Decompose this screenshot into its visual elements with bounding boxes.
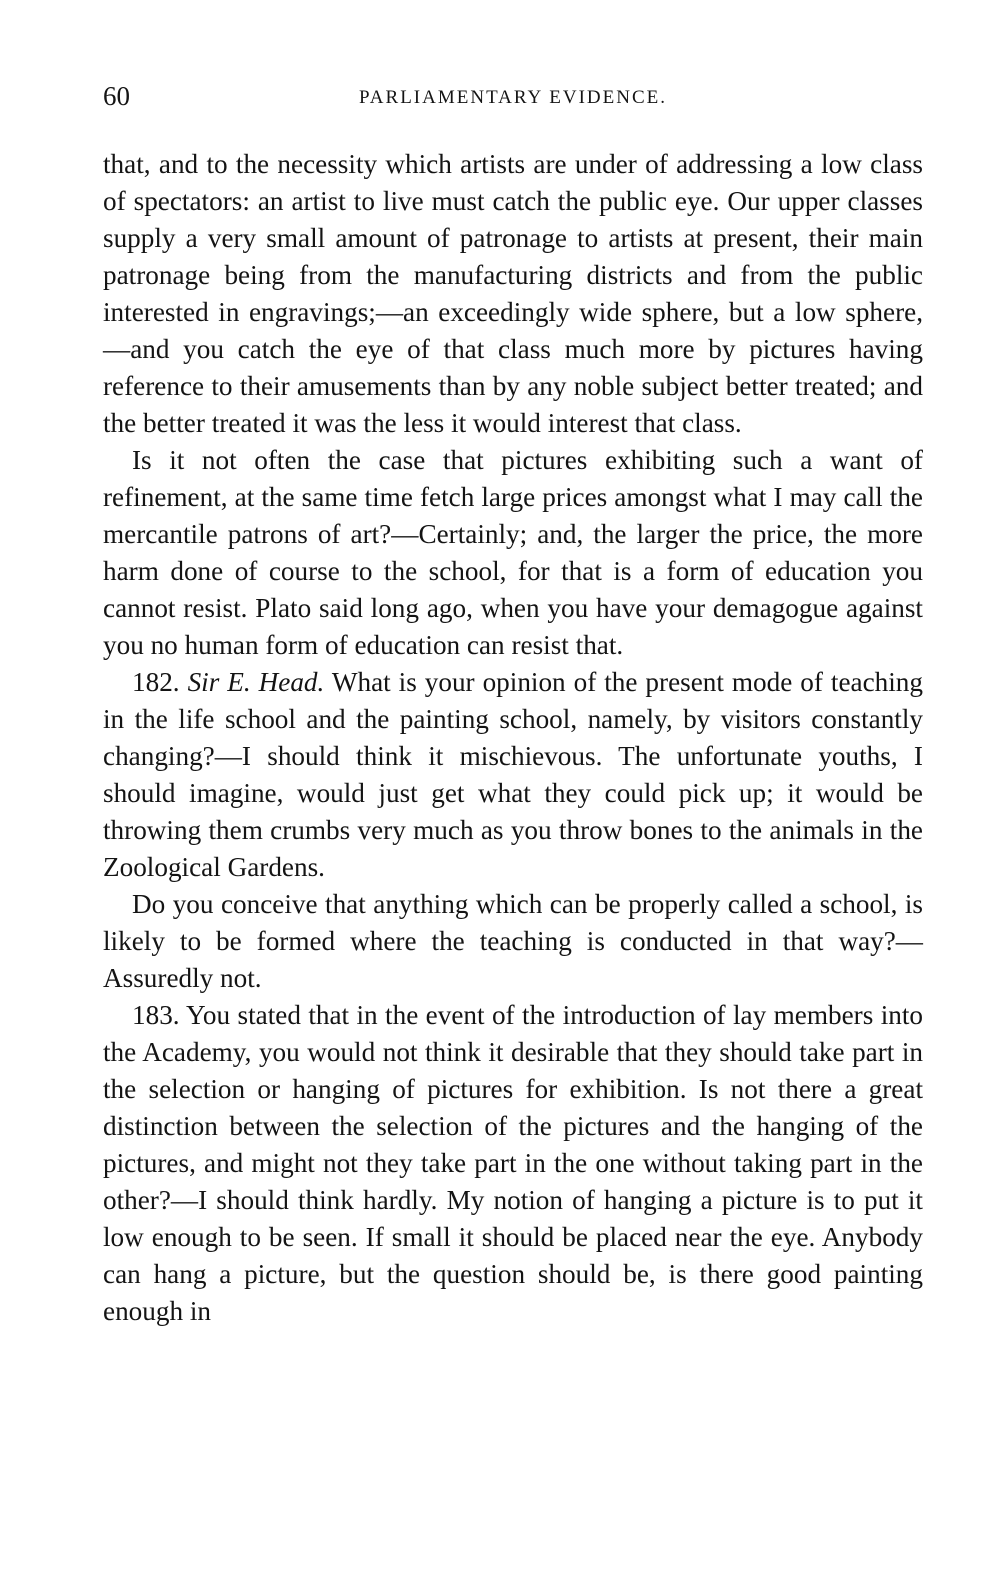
- paragraph-text: You stated that in the event of the introduction of lay members into the Academy, you would not think it desirable that they should take part in the selection or hanging of pictures for exhibition. Is not there a great distinction between the selection of the pictures and the hanging of the pictures, and might not they take part in the one without taking part in the other?—I should think hardly. My notion of hanging a picture is to put it low enough to be seen. If small it should be placed near the eye. Anybody can hang a picture, but the question should be, is there good painting enough in: [103, 1000, 923, 1326]
- book-page: [103, 80, 923, 1330]
- paragraph-183: [103, 997, 923, 1330]
- paragraph-text: What is your opinion of the present mode of teaching in the life school and the painting school, namely, by visitors constantly changing?—I should think it mischievous. The unfortunate youths, I should imagine, would just get what they could pick up; it would be throwing them crumbs very much as you throw bones to the animals in the Zoological Gardens.: [103, 667, 923, 882]
- paragraph-text: Do you conceive that anything which can be properly called a school, is likely to be formed where the teaching is conducted in that way?—Assuredly not.: [103, 889, 923, 993]
- paragraph-text: that, and to the necessity which artists are under of addressing a low class of spectators: an artist to live must catch the public eye. Our upper classes supply a very small amount of patronage to artists at present, their main patronage being from the manufacturing districts and from the public interested in engravings;—an exceedingly wide sphere, but a low sphere,—and you catch the eye of that class much more by pictures having reference to their amusements than by any noble subject better treated; and the better treated it was the less it would interest that class.: [103, 149, 923, 438]
- running-head: [103, 80, 923, 120]
- page-number: 60: [103, 81, 130, 111]
- paragraph-continuation: [103, 146, 923, 442]
- paragraph-182: [103, 664, 923, 886]
- speaker-name: Sir E. Head.: [187, 667, 325, 697]
- question-number: 183.: [132, 1000, 180, 1030]
- paragraph-text: Is it not often the case that pictures exhibiting such a want of refinement, at the same time fetch large prices amongst what I may call the mercantile patrons of art?—Certainly; and, the larger the price, the more harm done of course to the school, for that is a form of education you cannot resist. Plato said long ago, when you have your demagogue against you no human form of education can resist that.: [103, 445, 923, 660]
- question-number: 182.: [132, 667, 180, 697]
- running-title: PARLIAMENTARY EVIDENCE.: [358, 87, 668, 108]
- paragraph-question-refinement: [103, 442, 923, 664]
- body-text: [103, 146, 923, 1330]
- paragraph-question-school: [103, 886, 923, 997]
